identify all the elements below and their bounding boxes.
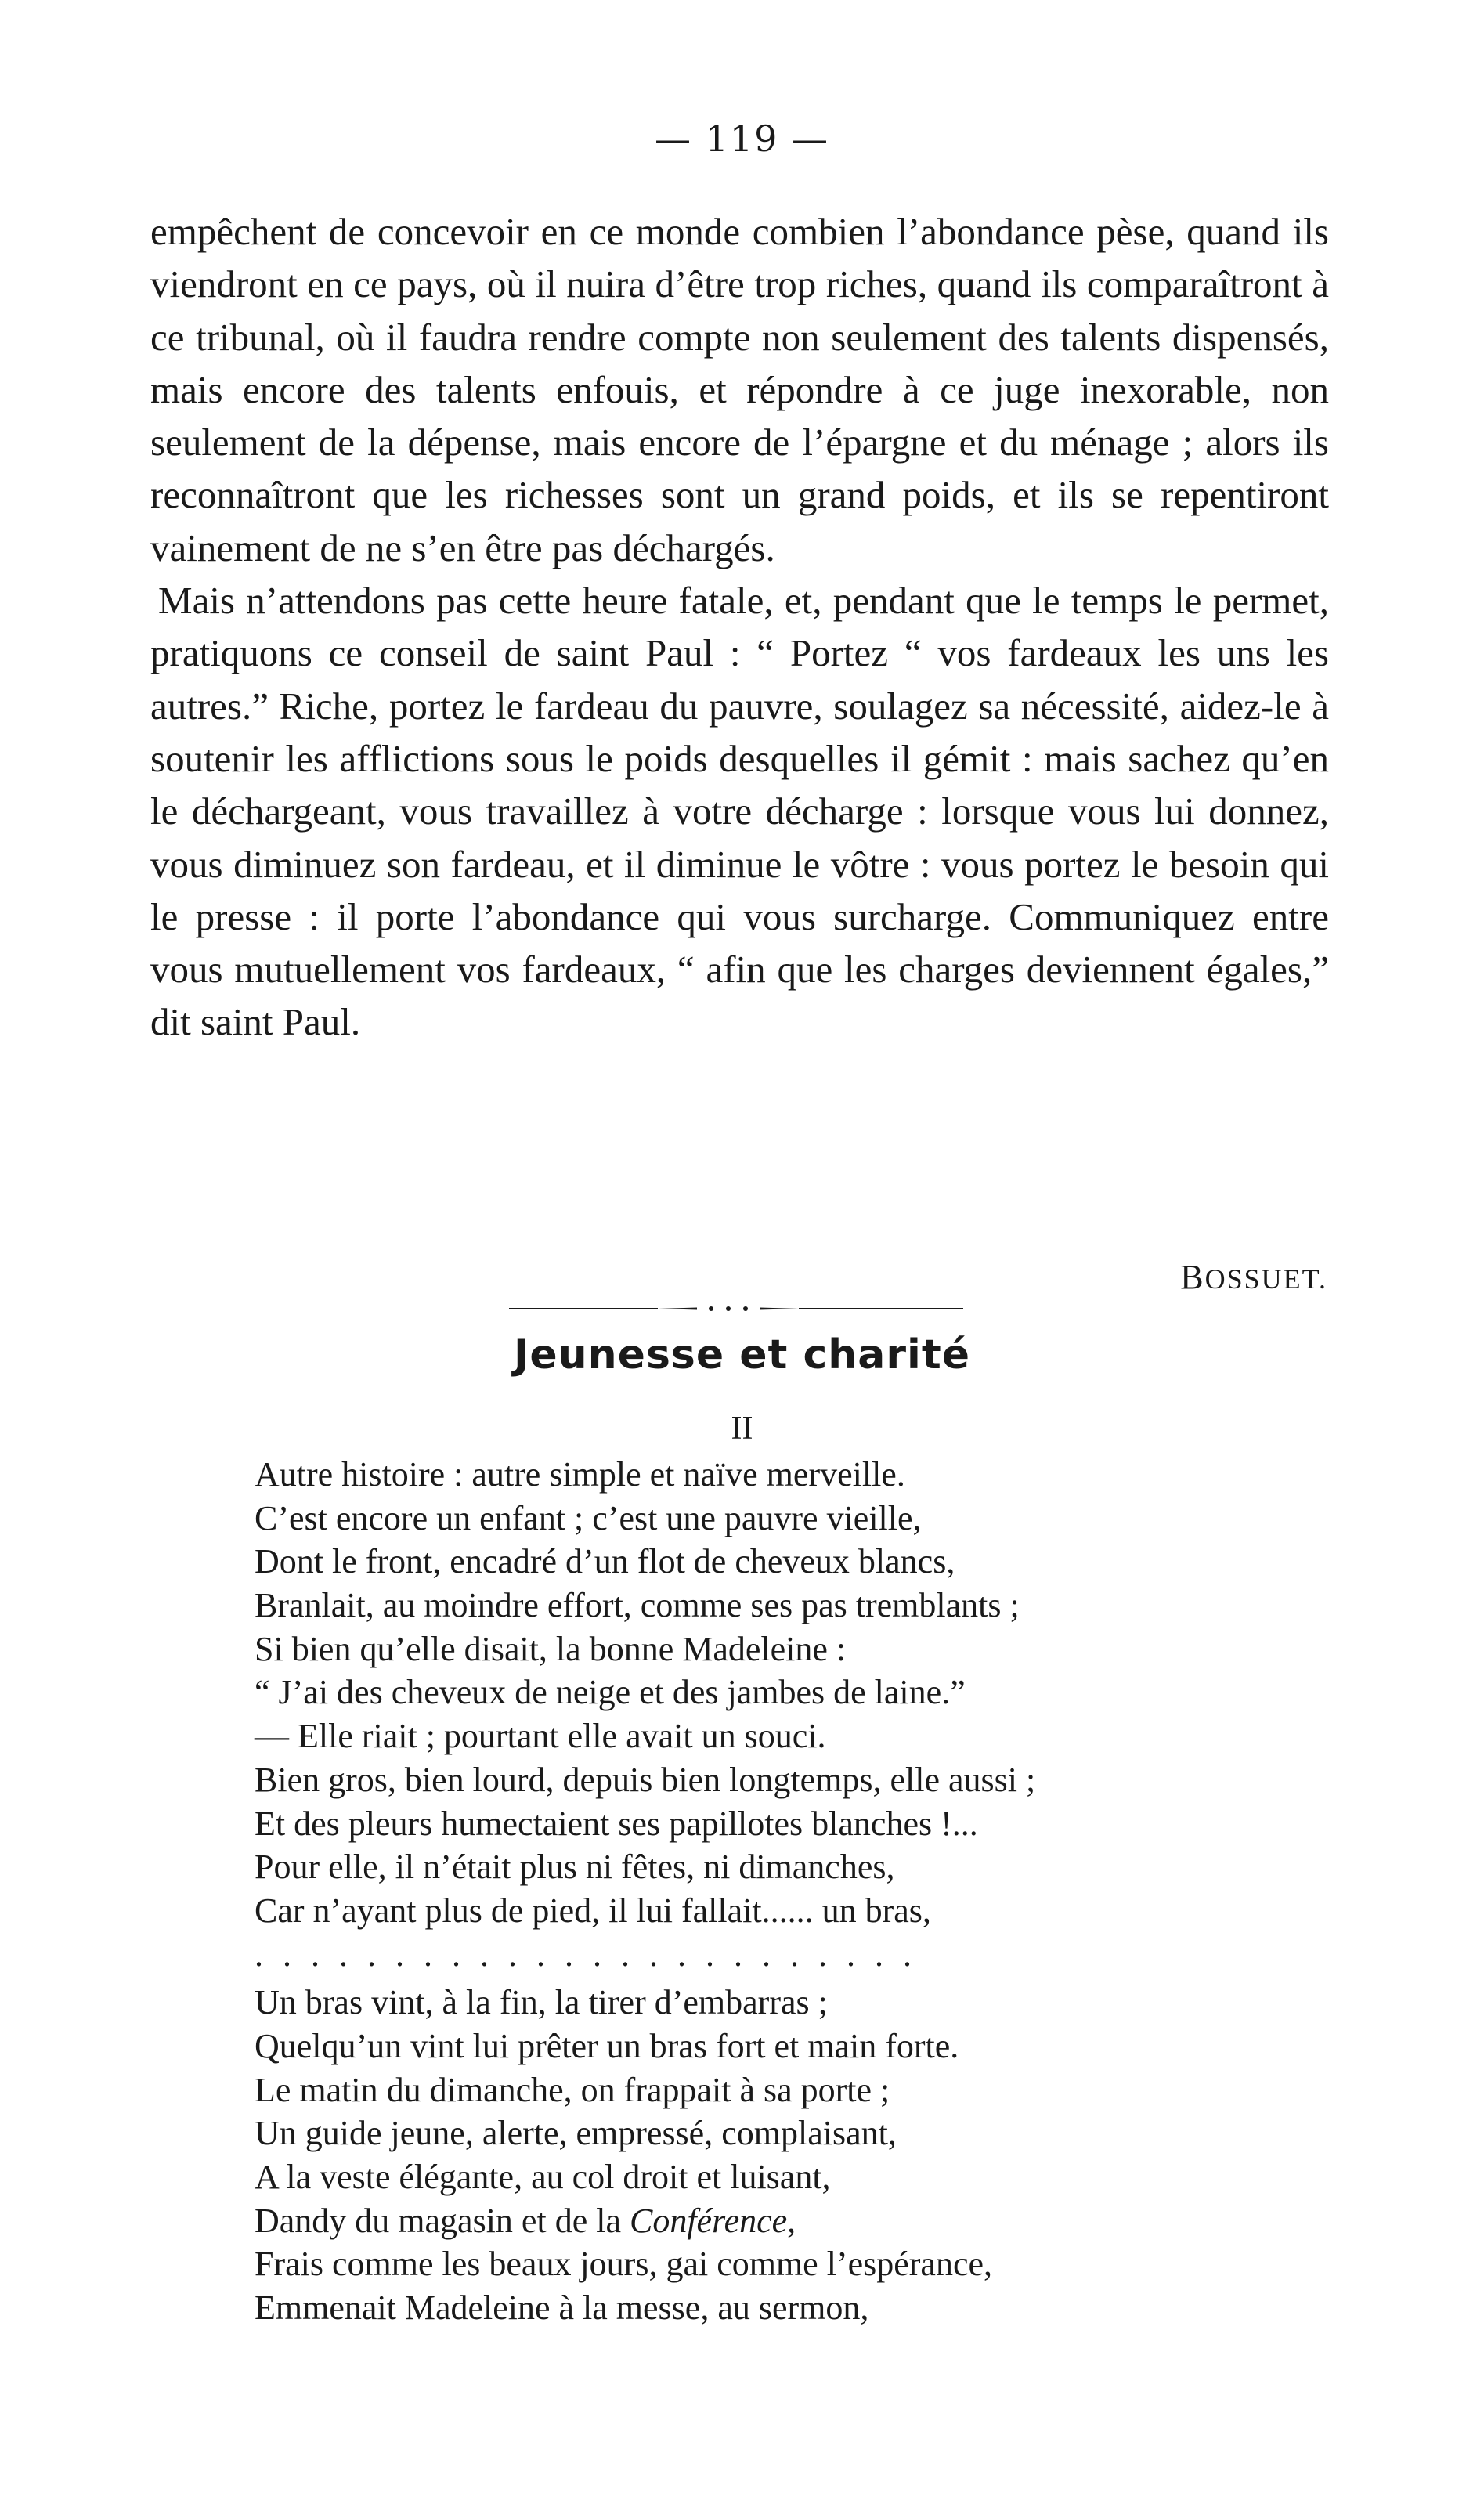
prose-paragraph-1: empêchent de concevoir en ce monde combien l’abondance pèse, quand ils viendront en ce pays, où il nuira d’être trop riches, quand ils comparaîtront à ce tribunal, où il faudra rendre compte non seulement des talents dispensés, mais encore des talents enfouis, et répondre à ce juge inexorable, non seulement de la dépense, mais encore de l’épargne et du ménage ; alors ils reconnaîtront que les richesses sont un grand poids, et ils se repentiront vainement de ne s’en être pas déchargés.: [150, 210, 1329, 569]
verse-line: Quelqu’un vint lui prêter un bras fort et main forte.: [255, 2026, 959, 2065]
poem-part-number: II: [731, 1411, 753, 1447]
poem-title: Jeunesse et charité: [514, 1331, 970, 1378]
signature-initial: B: [1180, 1258, 1205, 1296]
signature-rest: OSSUET.: [1204, 1263, 1327, 1295]
verse-line-punct: ,: [787, 2201, 796, 2240]
prose-section: [150, 205, 1329, 1049]
verse-line: Et des pleurs humectaient ses papillotes blanches !...: [255, 1804, 978, 1843]
verse-ellipsis-separator: . . . . . . . . . . . . . . . . . . . . . . . .: [255, 1934, 912, 1974]
verse-line: Car n’ayant plus de pied, il lui fallait...... un bras,: [255, 1891, 931, 1930]
verse-line: Frais comme les beaux jours, gai comme l’espérance,: [255, 2245, 993, 2284]
verse-line: Un guide jeune, alerte, empressé, complaisant,: [255, 2114, 897, 2153]
section-divider: [509, 1306, 963, 1311]
verse-line: A la veste élégante, au col droit et luisant,: [255, 2158, 831, 2196]
verse-line: Pour elle, il n’était plus ni fêtes, ni dimanches,: [255, 1848, 895, 1887]
author-signature: [1180, 1257, 1327, 1297]
verse-line: Emmenait Madeleine à la messe, au sermon,: [255, 2288, 869, 2328]
verse-line: C’est encore un enfant ; c’est une pauvre vieille,: [255, 1498, 922, 1537]
italic-title: Conférence: [629, 2201, 788, 2240]
verse-line-text: Dandy du magasin et de la: [255, 2201, 630, 2240]
verse-line: Un bras vint, à la fin, la tirer d’embarras ;: [255, 1983, 828, 2022]
verse-line: Le matin du dimanche, on frappait à sa porte ;: [255, 2070, 890, 2109]
verse-line: Branlait, au moindre effort, comme ses pas tremblants ;: [255, 1586, 1020, 1625]
verse-line: [255, 2199, 1351, 2243]
verse-line: — Elle riait ; pourtant elle avait un souci.: [255, 1717, 826, 1756]
prose-paragraph-2: Mais n’attendons pas cette heure fatale, et, pendant que le temps le permet, pratiquons ce conseil de saint Paul : “ Portez “ vos fardeaux les uns les autres.” Riche, portez le fardeau du pauvre, soulagez sa nécessité, aidez-le à soutenir les afflictions sous le poids desquelles il gémit : mais sachez qu’en le déchargeant, vous travaillez à votre décharge : lorsque vous lui donnez, vous diminuez son fardeau, et il diminue le vôtre : vous portez le besoin qui le presse : il porte l’abondance qui vous surcharge. Communiquez entre vous mutuellement vos fardeaux, “ afin que les charges deviennent égales,” dit saint Paul.: [150, 579, 1329, 1044]
poem-verse: [255, 1453, 1351, 2330]
verse-line: Si bien qu’elle disait, la bonne Madeleine :: [255, 1629, 847, 1668]
verse-line: Dont le front, encadré d’un flot de cheveux blancs,: [255, 1542, 955, 1581]
verse-line: Bien gros, bien lourd, depuis bien longtemps, elle aussi ;: [255, 1760, 1036, 1799]
verse-line: “ J’ai des cheveux de neige et des jambes de laine.”: [255, 1673, 966, 1712]
verse-line: Autre histoire : autre simple et naïve merveille.: [255, 1455, 905, 1494]
page-number: — 119 —: [654, 117, 830, 160]
